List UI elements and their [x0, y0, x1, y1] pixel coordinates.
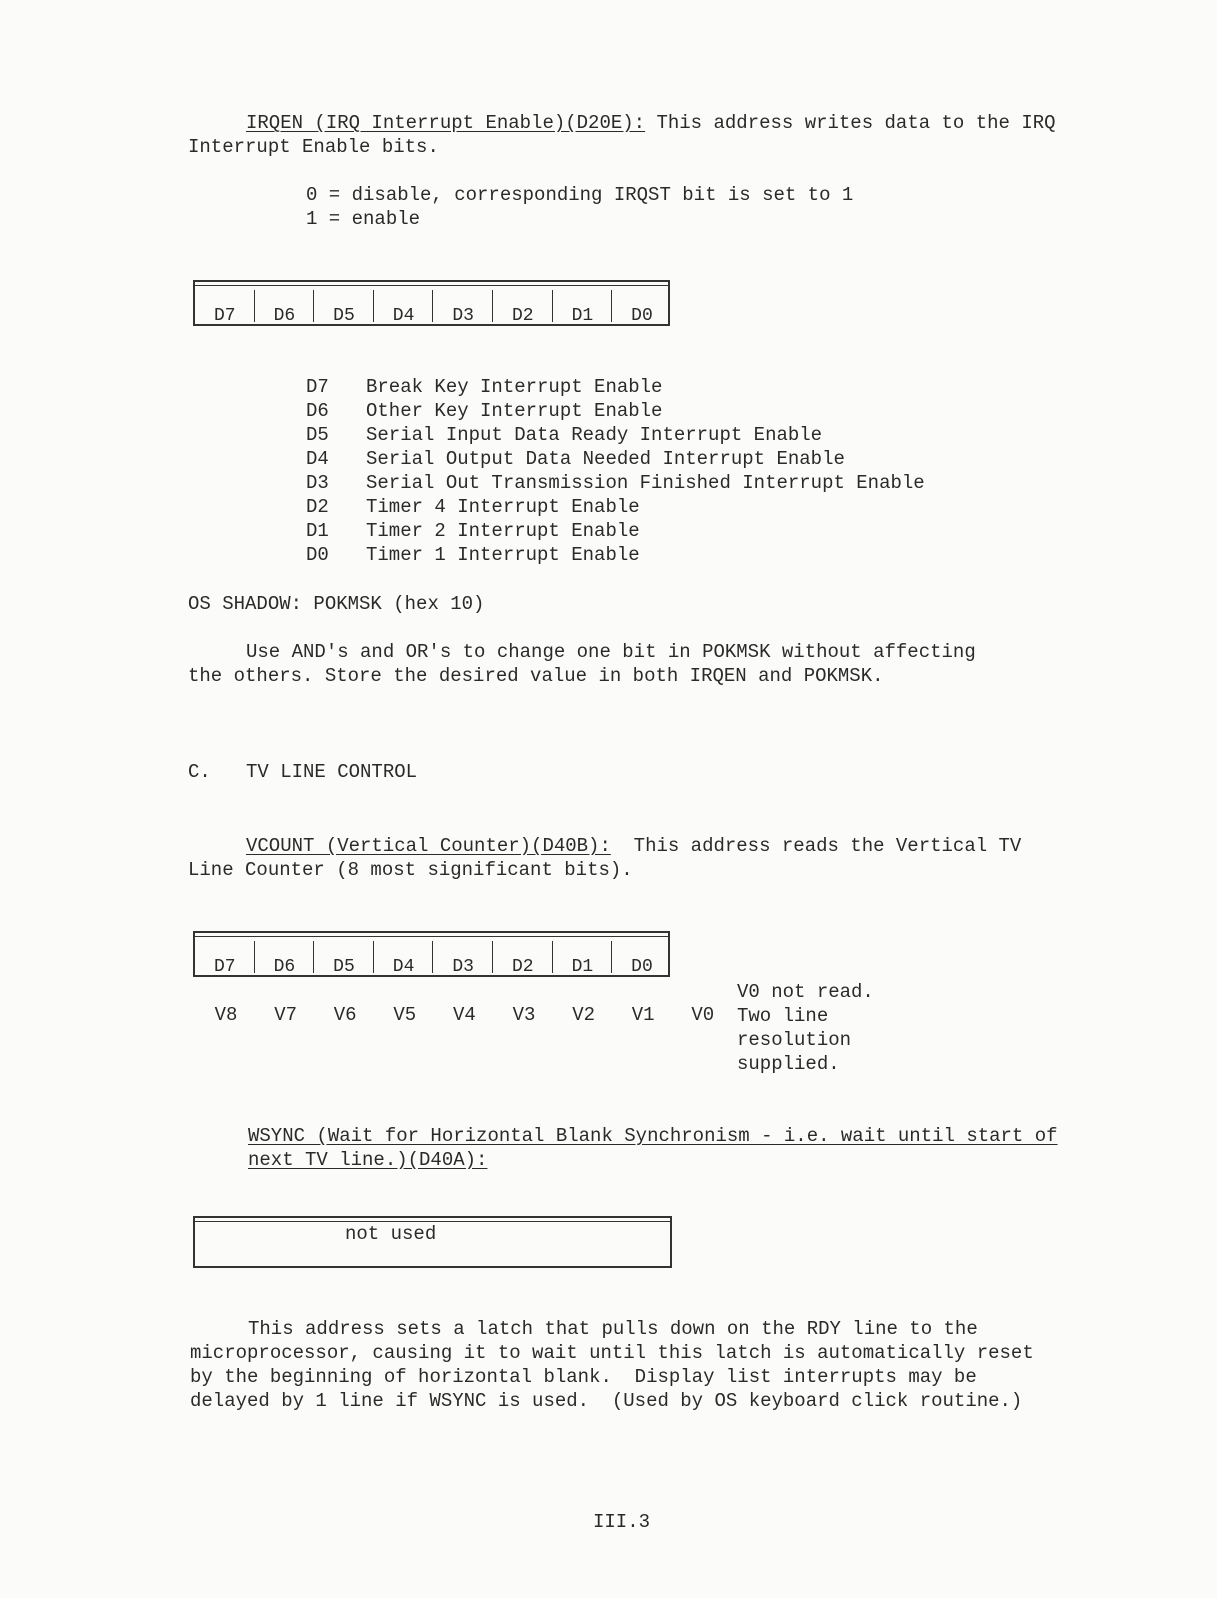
section-c-title: TV LINE CONTROL	[246, 761, 418, 783]
legend-desc: Timer 4 Interrupt Enable	[366, 496, 640, 518]
irqen-heading: IRQEN (IRQ Interrupt Enable)(D20E):	[246, 112, 646, 134]
wsync-para-line1: This address sets a latch that pulls down on the RDY line to the	[248, 1318, 978, 1340]
legend-desc: Other Key Interrupt Enable	[366, 400, 663, 422]
vbit-v4: V4	[452, 1004, 476, 1026]
vbit-v6: V6	[333, 1004, 357, 1026]
vcount-bit-d5: D5	[333, 957, 355, 977]
wsync-heading-line1: WSYNC (Wait for Horizontal Blank Synchronism - i.e. wait until start of	[248, 1125, 1058, 1147]
vcount-bit-d0: D0	[631, 957, 653, 977]
vcount-bit-d7: D7	[213, 957, 236, 977]
legend-desc: Timer 2 Interrupt Enable	[366, 520, 640, 542]
legend-bit: D2	[306, 496, 329, 518]
legend-desc: Serial Input Data Ready Interrupt Enable	[366, 424, 823, 446]
legend-desc: Serial Output Data Needed Interrupt Enable	[366, 448, 845, 470]
irqen-intro-rest: This address writes data to the IRQ	[645, 112, 1056, 134]
os-shadow-line: OS SHADOW: POKMSK (hex 10)	[188, 593, 485, 615]
vcount-intro-rest: This address reads the Vertical TV	[610, 835, 1022, 857]
vbit-v5: V5	[393, 1004, 417, 1026]
vbit-v8: V8	[214, 1004, 238, 1026]
vcount-intro-line1	[246, 834, 1021, 858]
wsync-para-line2: microprocessor, causing it to wait until this latch is automatically reset	[190, 1342, 1034, 1364]
irqen-bit-d2: D2	[511, 306, 534, 326]
irqen-bit-d7: D7	[213, 306, 236, 326]
vcount-bit-d6: D6	[273, 957, 296, 977]
irqen-bit-d6: D6	[273, 306, 296, 326]
vcount-register-diagram	[193, 931, 670, 977]
legend-desc: Break Key Interrupt Enable	[366, 376, 663, 398]
vcount-bit-d1: D1	[571, 957, 594, 977]
vcount-bit-d2: D2	[511, 957, 534, 977]
irqen-note-line2: the others. Store the desired value in both IRQEN and POKMSK.	[188, 665, 884, 687]
wsync-heading-line2: next TV line.)(D40A):	[248, 1149, 488, 1171]
vcount-bit-d3: D3	[452, 957, 474, 977]
irqen-register-diagram	[193, 280, 670, 326]
irqen-bit-d5: D5	[333, 306, 355, 326]
vcount-intro-line2: Line Counter (8 most significant bits).	[188, 859, 633, 881]
legend-bit: D3	[306, 472, 329, 494]
vcount-side-note-3: resolution	[737, 1029, 852, 1051]
wsync-register-diagram	[193, 1216, 672, 1268]
irqen-bit-d0: D0	[631, 306, 653, 326]
irqen-value-1: 1 = enable	[306, 208, 421, 230]
vcount-side-note-4: supplied.	[737, 1053, 840, 1075]
irqen-bit-d1: D1	[571, 306, 594, 326]
legend-desc: Timer 1 Interrupt Enable	[366, 544, 640, 566]
vbit-v0: V0	[691, 1004, 715, 1026]
vbit-v3: V3	[512, 1004, 536, 1026]
vcount-side-note-2: Two line	[737, 1005, 829, 1027]
irqen-bit-d3: D3	[452, 306, 474, 326]
irqen-note-line1: Use AND's and OR's to change one bit in POKMSK without affecting	[246, 641, 976, 663]
page-number: III.3	[593, 1511, 651, 1533]
irqen-value-0: 0 = disable, corresponding IRQST bit is set to 1	[306, 184, 854, 206]
legend-bit: D4	[306, 448, 329, 470]
irqen-bit-d4: D4	[392, 306, 415, 326]
legend-bit: D5	[306, 424, 329, 446]
vbit-v7: V7	[274, 1004, 297, 1026]
vbit-v1: V1	[631, 1004, 655, 1026]
wsync-para-line4: delayed by 1 line if WSYNC is used. (Used by OS keyboard click routine.)	[190, 1390, 1023, 1412]
irqen-intro-line1	[246, 111, 1056, 135]
section-c-letter: C.	[188, 761, 211, 783]
vcount-bit-d4: D4	[392, 957, 415, 977]
legend-bit: D0	[306, 544, 329, 566]
legend-bit: D6	[306, 400, 329, 422]
vbit-v2: V2	[572, 1004, 595, 1026]
irqen-intro-line2: Interrupt Enable bits.	[188, 136, 439, 158]
wsync-para-line3: by the beginning of horizontal blank. Display list interrupts may be	[190, 1366, 977, 1388]
wsync-box-label: not used	[345, 1223, 437, 1245]
vcount-side-note-1: V0 not read.	[737, 981, 874, 1003]
legend-bit: D1	[306, 520, 329, 542]
legend-bit: D7	[306, 376, 329, 398]
legend-desc: Serial Out Transmission Finished Interrupt Enable	[366, 472, 925, 494]
vcount-heading: VCOUNT (Vertical Counter)(D40B):	[246, 835, 611, 857]
